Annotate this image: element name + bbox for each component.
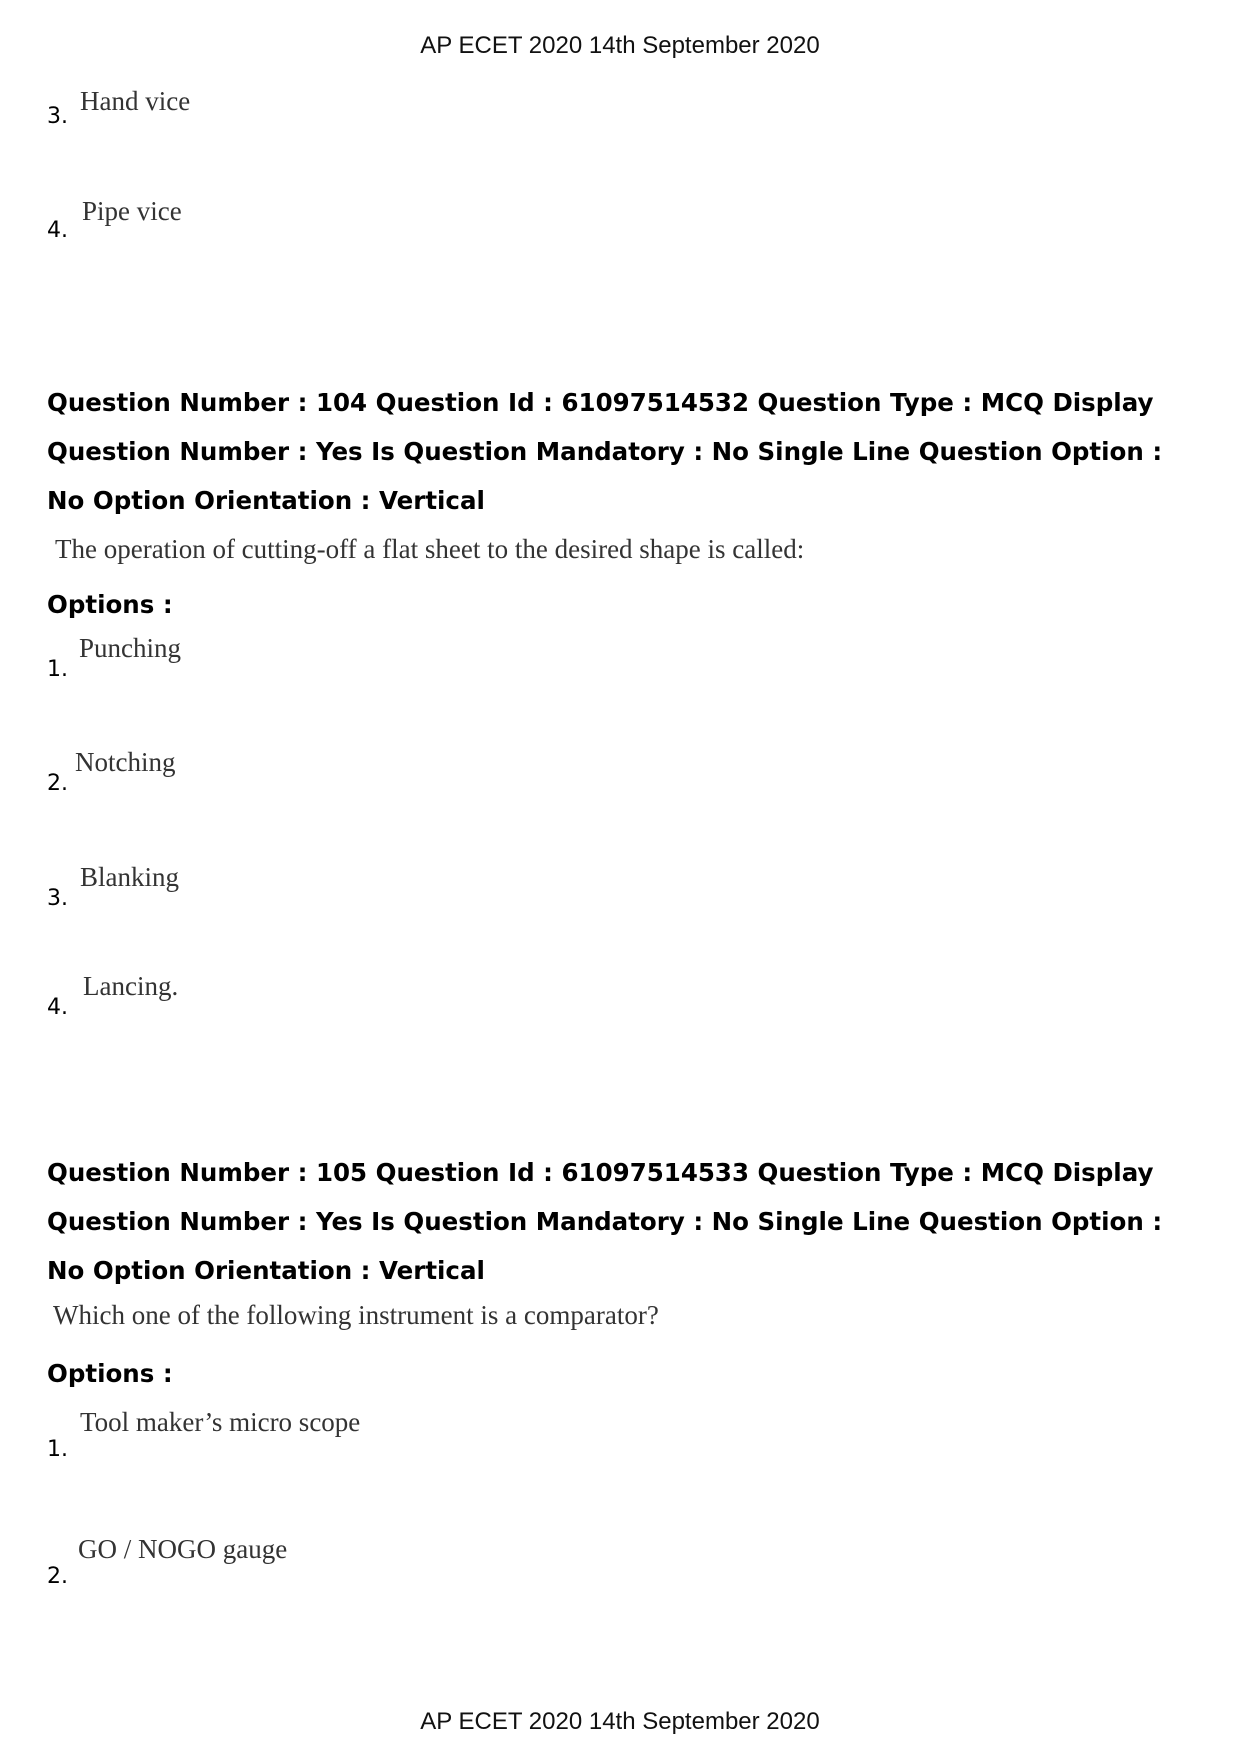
option-number: 1.: [47, 657, 68, 682]
option-number: 2.: [47, 1564, 68, 1589]
option-number: 3.: [47, 104, 68, 129]
option-text: Tool maker’s micro scope: [80, 1407, 361, 1437]
options-label: Options :: [47, 1359, 173, 1388]
question-text: Which one of the following instrument is a comparator?: [53, 1300, 659, 1330]
option-number: 3.: [47, 886, 68, 911]
question-header: Question Number : 104 Question Id : 61097514532 Question Type : MCQ Display Question Number : Yes Is Question Mandatory : No Single Line Question Option : No Option Orientation : Vertical: [47, 388, 1163, 515]
page-header: AP ECET 2020 14th September 2020: [420, 32, 820, 59]
option-text: Notching: [75, 747, 176, 777]
option-text: Blanking: [80, 862, 179, 892]
option-number: 4.: [47, 995, 68, 1020]
option-text: GO / NOGO gauge: [78, 1534, 288, 1564]
option-number: 2.: [47, 771, 68, 796]
page-footer: AP ECET 2020 14th September 2020: [420, 1708, 820, 1735]
question-header: Question Number : 105 Question Id : 61097514533 Question Type : MCQ Display Question Number : Yes Is Question Mandatory : No Single Line Question Option : No Option Orientation : Vertical: [47, 1158, 1163, 1285]
options-label: Options :: [47, 590, 173, 619]
option-text: Hand vice: [80, 86, 191, 116]
question-text: The operation of cutting-off a flat sheet to the desired shape is called:: [55, 534, 805, 564]
option-number: 1.: [47, 1437, 68, 1462]
option-number: 4.: [47, 218, 68, 243]
option-text: Lancing.: [83, 971, 179, 1001]
option-text: Pipe vice: [82, 196, 182, 226]
option-text: Punching: [79, 633, 182, 663]
